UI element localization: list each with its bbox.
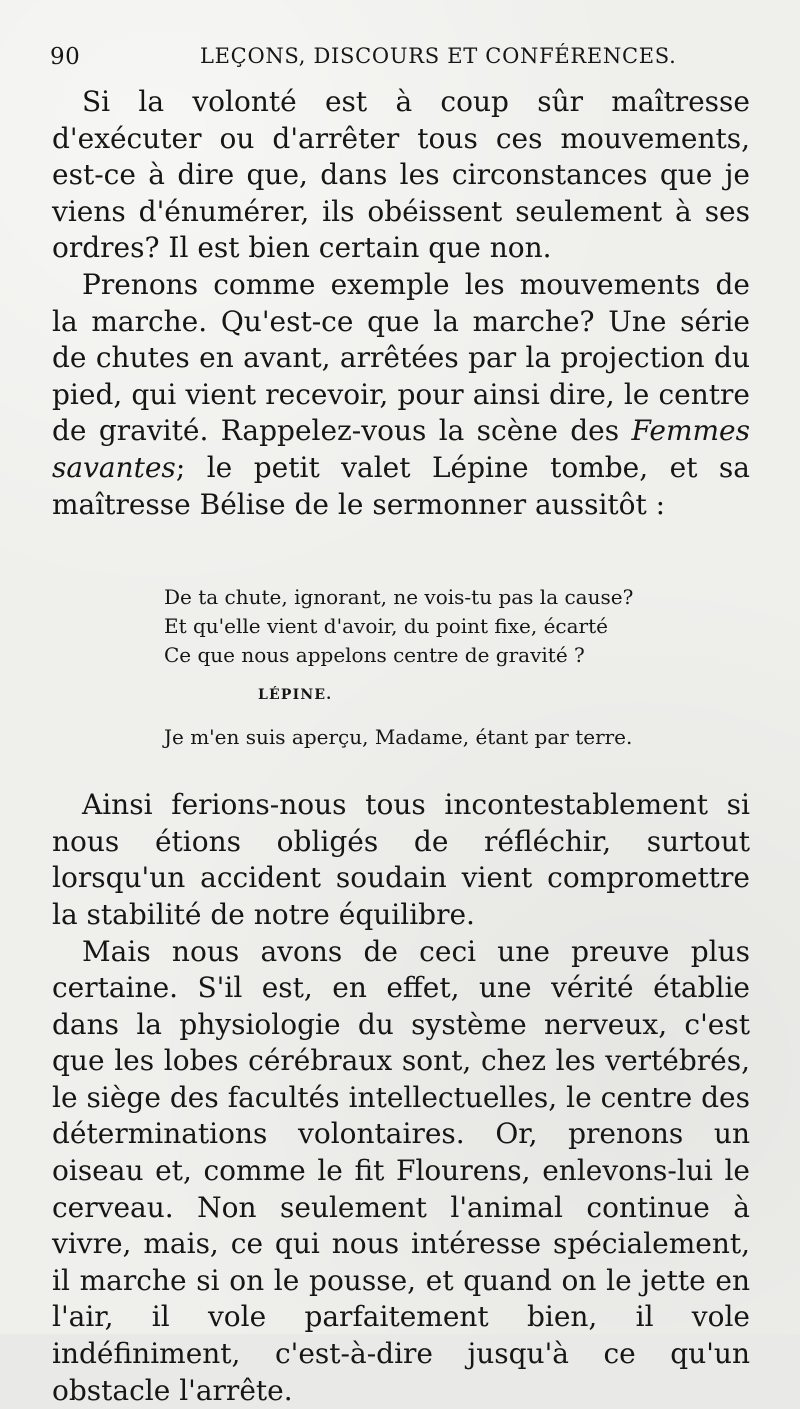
paragraph-2-text: Prenons comme exemple les mouvements de la marche. Qu'est-ce que la marche? Une série de chutes en avant, arrêtées par la projection du pied, qui vient recevoir, pour ainsi dire, le centre de gravité. Rappelez-vous la scène des (52, 268, 750, 447)
running-head: LEÇONS, DISCOURS ET CONFÉRENCES. (200, 44, 677, 68)
paragraph-2 (52, 267, 750, 523)
speaker-reply: Je m'en suis aperçu, Madame, étant par terre. (164, 723, 750, 752)
verse-block (164, 583, 684, 670)
page-header (50, 38, 750, 74)
paragraph-1: Si la volonté est à coup sûr maîtresse d'exécuter ou d'arrêter tous ces mouvements, est-ce à dire que, dans les circonstances que je viens d'énumérer, ils obéissent seulement à ses ordres? Il est bien certain que non. (52, 84, 750, 267)
speaker-name: LÉPINE. (258, 687, 750, 703)
verse-line-1: De ta chute, ignorant, ne vois-tu pas la cause? (164, 583, 684, 612)
page-content (52, 84, 750, 1409)
paragraph-4: Mais nous avons de ceci une preuve plus certaine. S'il est, en effet, une vérité établie dans la physiologie du système nerveux, c'est que les lobes cérébraux sont, chez les vertébrés, le siège des facultés intellectuelles, le centre des déterminations volontaires. Or, prenons un oiseau et, comme le fit Flourens, enlevons-lui le cerveau. Non seulement l'animal continue à vivre, mais, ce qui nous intéresse spécialement, il marche si on le pousse, et quand on le jette en l'air, il vole parfaitement bien, il vole indéfiniment, c'est-à-dire jusqu'à ce qu'un obstacle l'arrête. (52, 934, 750, 1409)
verse-line-3: Ce que nous appelons centre de gravité ? (164, 641, 684, 670)
page-number: 90 (50, 44, 80, 70)
paragraph-2-tail: ; le petit valet Lépine tombe, et sa maîtresse Bélise de le sermonner aussitôt : (52, 451, 750, 521)
play-title: Femmes savantes (52, 414, 750, 484)
paragraph-3: Ainsi ferions-nous tous incontestablement si nous étions obligés de réfléchir, surtout lorsqu'un accident soudain vient compromettre la stabilité de notre équilibre. (52, 787, 750, 933)
verse-line-2: Et qu'elle vient d'avoir, du point fixe, écarté (164, 612, 684, 641)
